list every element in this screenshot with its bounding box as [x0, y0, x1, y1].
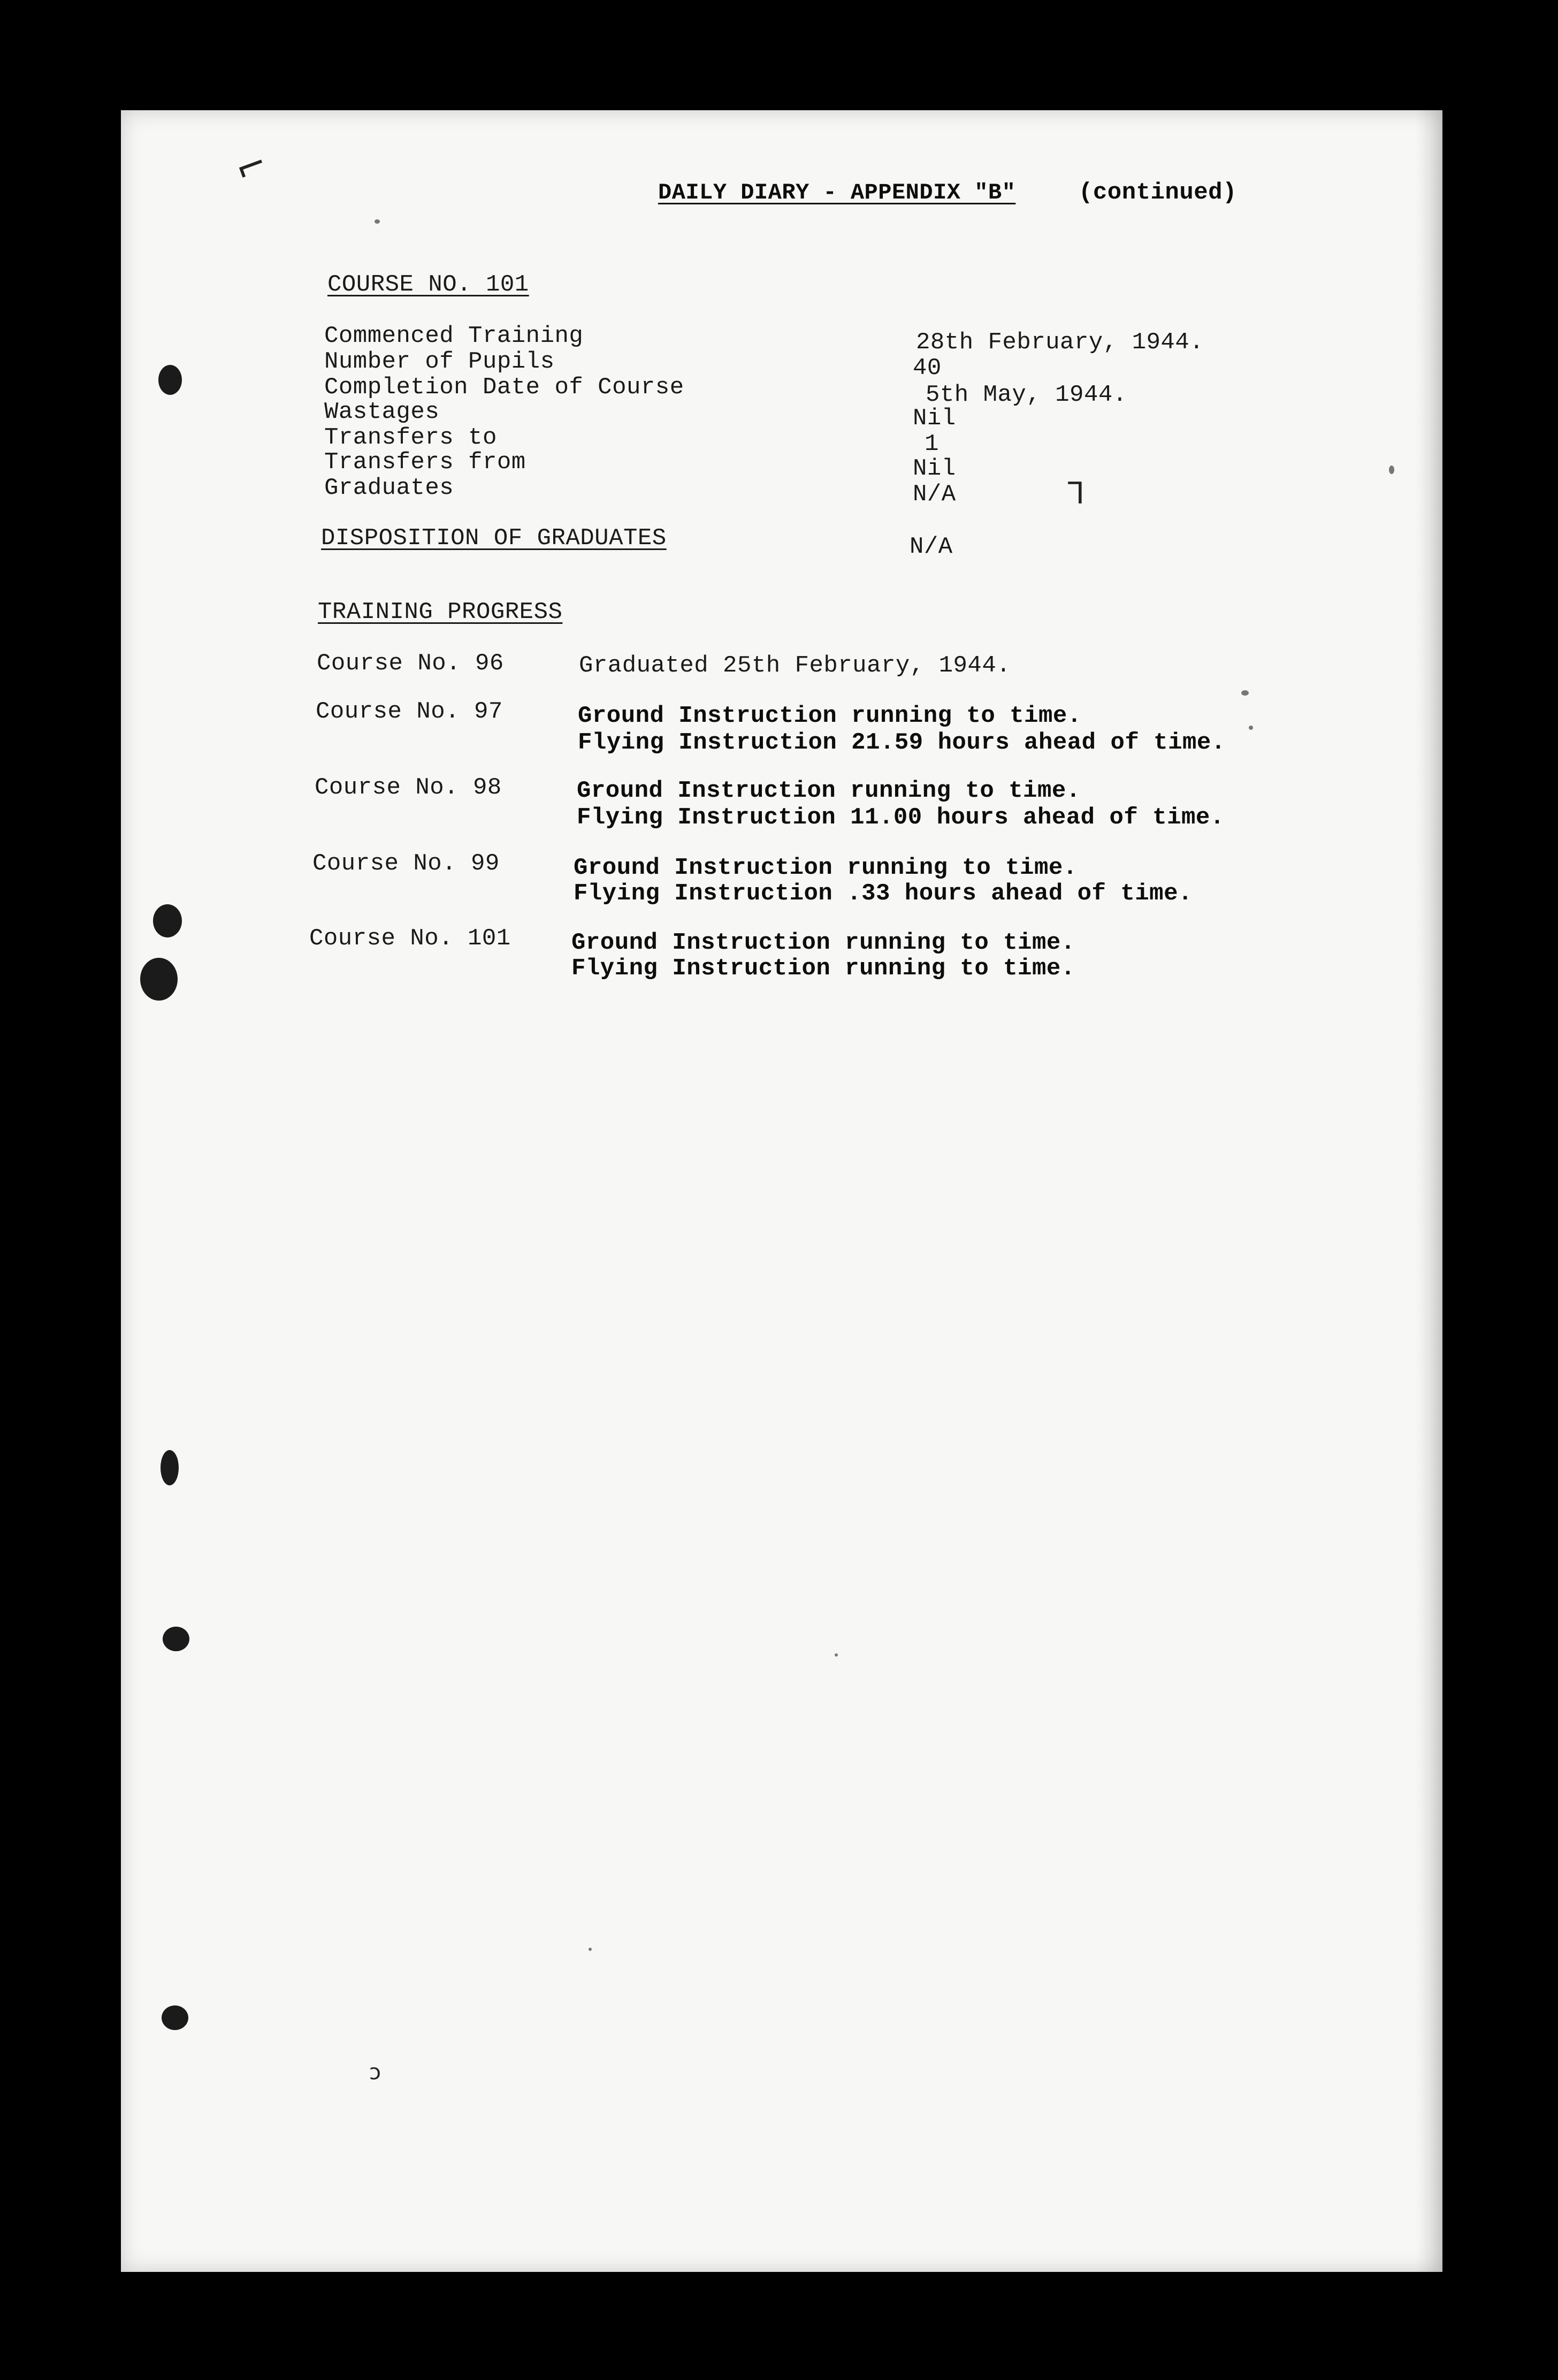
disposition-value: N/A: [910, 533, 953, 560]
field-label: Commenced Training: [324, 323, 584, 349]
field-label: Completion Date of Course: [324, 374, 684, 401]
course-heading: COURSE NO. 101: [327, 271, 529, 298]
punch-hole-mark: [158, 365, 182, 395]
disposition-heading: DISPOSITION OF GRADUATES: [321, 525, 667, 552]
paper-speck: [375, 219, 380, 224]
page-title: DAILY DIARY - APPENDIX "B": [658, 180, 1016, 205]
course-status: Ground Instruction running to time.: [577, 777, 1081, 804]
tick-mark: ↄ: [369, 2060, 381, 2085]
field-label: Transfers to: [324, 424, 497, 451]
field-value: 5th May, 1944.: [926, 382, 1127, 408]
document-page: [121, 110, 1442, 2272]
field-label: Graduates: [324, 475, 454, 501]
training-progress-heading: TRAINING PROGRESS: [318, 599, 563, 625]
field-label: Number of Pupils: [324, 348, 555, 375]
field-label: Transfers from: [324, 449, 526, 476]
course-label: Course No. 96: [317, 650, 504, 677]
course-label: Course No. 99: [312, 850, 500, 877]
paper-speck: [589, 1948, 592, 1951]
punch-hole-mark: [153, 904, 182, 937]
field-value: Nil: [913, 455, 956, 482]
continued-label: (continued): [1079, 179, 1237, 206]
course-status: Flying Instruction 21.59 hours ahead of time.: [578, 729, 1226, 756]
course-status: Flying Instruction 11.00 hours ahead of time.: [577, 804, 1225, 831]
course-label: Course No. 97: [316, 698, 503, 725]
punch-hole-mark: [162, 2005, 188, 2030]
punch-hole-mark: [140, 958, 178, 1001]
field-value: 40: [913, 355, 942, 382]
corner-pencil-mark: ⌐: [228, 140, 273, 193]
paper-speck: [1389, 466, 1394, 474]
field-value: Nil: [913, 405, 956, 432]
paper-speck: [835, 1653, 838, 1657]
paper-speck: [1241, 690, 1249, 696]
course-status: Flying Instruction .33 hours ahead of time.: [574, 880, 1193, 907]
tick-mark: ⅂: [1068, 476, 1085, 511]
field-label: Wastages: [324, 399, 440, 425]
paper-speck: [1249, 726, 1253, 730]
course-status: Ground Instruction running to time.: [571, 929, 1075, 956]
course-status: Ground Instruction running to time.: [574, 855, 1078, 881]
field-value: 1: [925, 431, 939, 457]
course-status: Flying Instruction running to time.: [571, 955, 1075, 982]
course-label: Course No. 101: [309, 925, 511, 952]
course-status: Graduated 25th February, 1944.: [579, 652, 1011, 679]
field-value: N/A: [913, 481, 956, 508]
field-value: 28th February, 1944.: [916, 329, 1204, 356]
punch-hole-mark: [163, 1627, 189, 1651]
course-status: Ground Instruction running to time.: [578, 703, 1082, 729]
course-label: Course No. 98: [315, 774, 502, 801]
punch-hole-mark: [161, 1450, 179, 1485]
